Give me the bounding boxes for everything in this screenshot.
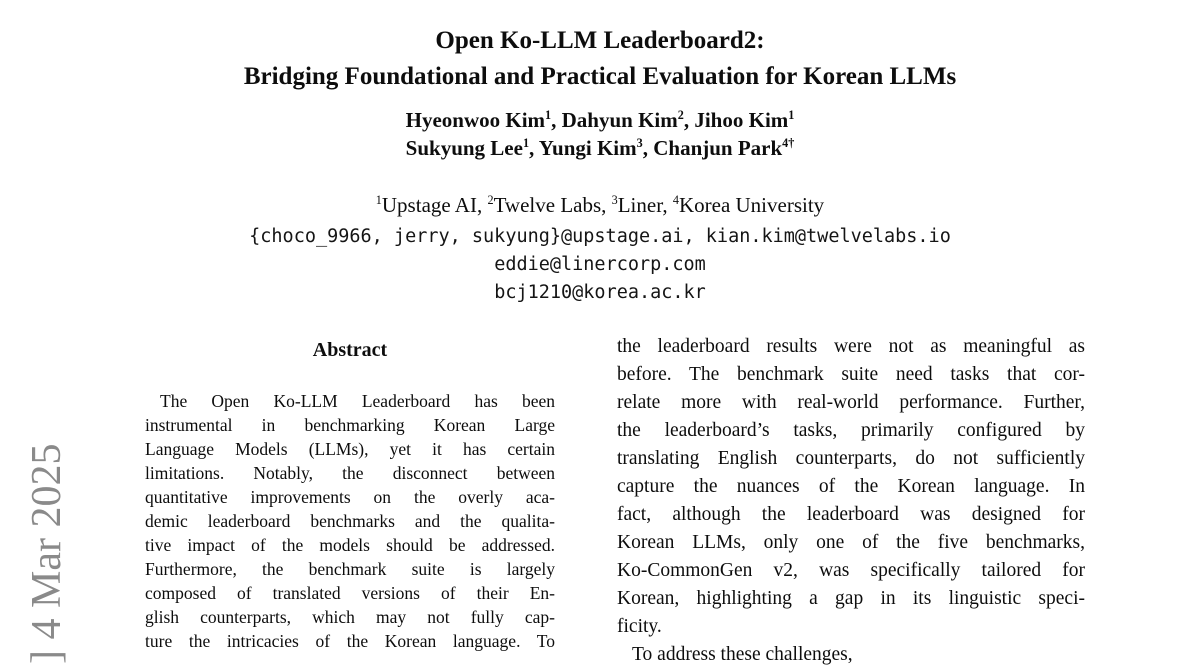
affiliation-superscript: 3 <box>611 193 618 207</box>
author-affil-superscript: 1 <box>545 108 552 122</box>
body-line: relate more with real-world performance. Further, <box>617 392 1085 413</box>
abstract-heading: Abstract <box>312 339 388 361</box>
author-separator: , <box>642 136 654 160</box>
paper-title-line1: Open Ko-LLM Leaderboard2: <box>435 27 765 54</box>
abstract-line: ture the intricacies of the Korean language. To <box>145 631 555 651</box>
abstract-line: Language Models (LLMs), yet it has certain <box>145 439 555 459</box>
body-line: Ko-CommonGen v2, was specifically tailored for <box>617 560 1085 581</box>
author-separator: , <box>529 136 539 160</box>
email-line-korea: bcj1210@korea.ac.kr <box>494 282 706 303</box>
author-affil-superscript: 4† <box>782 136 795 150</box>
affiliation-separator: , <box>476 193 488 217</box>
affiliation-superscript: 2 <box>487 193 494 207</box>
affiliation-name: Twelve Labs <box>493 193 602 217</box>
abstract-line: glish counterparts, which may not fully cap- <box>145 607 555 627</box>
author-separator: , <box>683 108 695 132</box>
body-line: capture the nuances of the Korean language. In <box>617 476 1085 497</box>
body-line: fact, although the leaderboard was designed for <box>617 504 1085 525</box>
affiliation-superscript: 1 <box>375 193 382 207</box>
affiliation-separator: , <box>662 193 673 217</box>
body-line: the leaderboard’s tasks, primarily configured by <box>617 420 1085 441</box>
body-line: the leaderboard results were not as meaningful as <box>617 336 1085 357</box>
body-line-partial-cutoff: To address these challenges, <box>632 644 853 665</box>
affiliation-name: Liner <box>617 193 663 217</box>
author-name: Hyeonwoo Kim <box>405 108 546 132</box>
affiliation-separator: , <box>601 193 612 217</box>
author-name: Dahyun Kim <box>561 108 678 132</box>
intro-body-column <box>617 333 1085 669</box>
abstract-line: instrumental in benchmarking Korean Large <box>145 415 555 435</box>
body-line: Korean, highlighting a gap in its linguistic speci- <box>617 588 1085 609</box>
arxiv-watermark: ] 4 Mar 2025 <box>24 443 70 664</box>
author-name: Sukyung Lee <box>405 136 523 160</box>
author-affil-superscript: 1 <box>522 136 530 150</box>
affiliations-line <box>0 191 1200 219</box>
body-line: translating English counterparts, do not sufficiently <box>617 448 1085 469</box>
abstract-line: Furthermore, the benchmark suite is largely <box>145 559 555 579</box>
abstract-line: limitations. Notably, the disconnect between <box>145 463 555 483</box>
affiliation-superscript: 4 <box>672 193 679 207</box>
email-line-liner: eddie@linercorp.com <box>494 254 706 275</box>
author-name: Yungi Kim <box>538 136 637 160</box>
authors-line2 <box>0 134 1200 162</box>
authors-line1 <box>0 106 1200 134</box>
abstract-line: The Open Ko-LLM Leaderboard has been <box>160 391 555 411</box>
author-name: Chanjun Park <box>653 136 783 160</box>
author-separator: , <box>551 108 562 132</box>
body-line: before. The benchmark suite need tasks that cor- <box>617 364 1085 385</box>
author-name: Jihoo Kim <box>694 108 789 132</box>
body-line: ficity. <box>617 616 662 637</box>
paper-title-line2: Bridging Foundational and Practical Evaluation for Korean LLMs <box>243 63 957 90</box>
affiliation-name: Upstage AI <box>381 193 477 217</box>
author-affil-superscript: 1 <box>788 108 795 122</box>
email-line-upstage-twelvelabs: {choco_9966, jerry, sukyung}@upstage.ai, kian.kim@twelvelabs.io <box>249 226 951 247</box>
abstract-body-column <box>145 389 555 653</box>
author-affil-superscript: 2 <box>677 108 684 122</box>
body-line: Korean LLMs, only one of the five benchmarks, <box>617 532 1085 553</box>
abstract-line: tive impact of the models should be addressed. <box>145 535 555 555</box>
author-affil-superscript: 3 <box>636 136 643 150</box>
abstract-line: quantitative improvements on the overly aca- <box>145 487 555 507</box>
abstract-line: demic leaderboard benchmarks and the qualita- <box>145 511 555 531</box>
affiliation-name: Korea University <box>678 193 825 217</box>
abstract-line: composed of translated versions of their En- <box>145 583 555 603</box>
